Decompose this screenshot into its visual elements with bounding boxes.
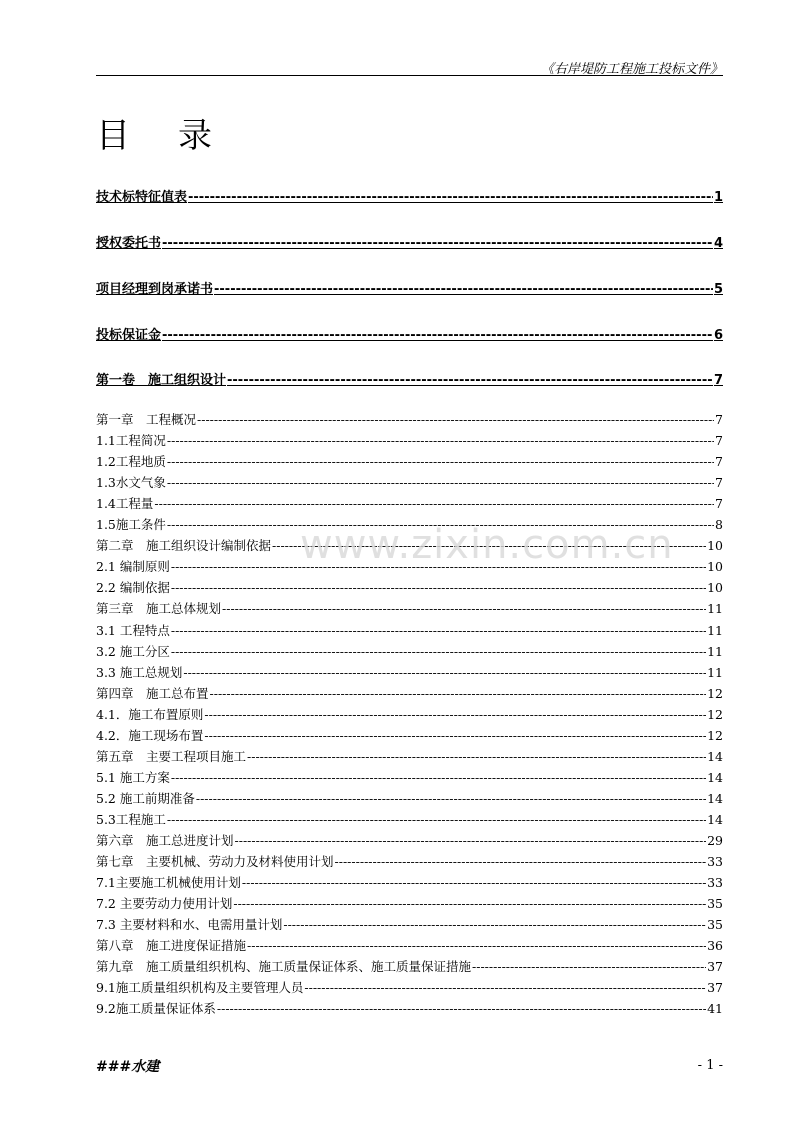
toc-entry-title: 第七章 主要机械、劳动力及材料使用计划: [96, 854, 334, 870]
toc-entry-page: 4: [713, 236, 723, 251]
toc-entry-page: 41: [707, 1001, 723, 1017]
toc-minor-entry[interactable]: [96, 831, 723, 849]
toc-leader: [171, 770, 706, 785]
toc-entry-title: 4.1．施工布置原则: [96, 706, 204, 722]
toc-major-entry[interactable]: [96, 186, 723, 206]
title-char-1: 目: [96, 116, 130, 156]
toc-entry-title: 第八章 施工进度保证措施: [96, 938, 247, 954]
toc-entry-page: 14: [707, 790, 723, 806]
toc-leader: [247, 749, 706, 764]
toc-entry-title: 7.3 主要材料和水、电需用量计划: [96, 917, 283, 933]
toc-entry-title: 3.2 施工分区: [96, 643, 170, 659]
toc-minor-entry[interactable]: [96, 873, 723, 891]
toc-entry-page: 35: [707, 896, 723, 912]
toc-leader: [196, 791, 706, 806]
toc-leader: [304, 980, 706, 995]
footer-page-number: - 1 -: [697, 1058, 723, 1073]
toc-entry-page: 37: [707, 959, 723, 975]
toc-minor-entry[interactable]: [96, 557, 723, 575]
toc-entry-page: 7: [713, 373, 723, 388]
toc-leader: [222, 601, 706, 616]
toc-leader: [235, 833, 707, 848]
toc-minor-entry[interactable]: [96, 536, 723, 554]
toc-leader: [335, 854, 707, 869]
toc-minor-entry[interactable]: [96, 894, 723, 912]
toc-major-entry[interactable]: [96, 278, 723, 298]
toc-entry-title: 第二章 施工组织设计编制依据: [96, 538, 272, 554]
toc-leader: [233, 896, 706, 911]
toc-entry-title: 第一章 工程概况: [96, 412, 197, 427]
toc-minor-entry[interactable]: [96, 515, 723, 533]
toc-entry-page: 11: [707, 643, 723, 659]
toc-leader: [242, 875, 706, 890]
toc-minor-entry[interactable]: [96, 726, 723, 744]
toc-leader: [188, 190, 713, 205]
toc-leader: [204, 707, 706, 722]
toc-entry-page: 12: [707, 706, 723, 722]
toc-minor-entry[interactable]: [96, 915, 723, 933]
toc-leader: [272, 538, 706, 553]
toc-minor-entry[interactable]: [96, 599, 723, 617]
toc-entry-title: 5.2 施工前期准备: [96, 790, 195, 806]
toc-entry-page: 29: [707, 833, 723, 848]
toc-entry-page: 8: [715, 517, 723, 533]
toc-leader: [204, 728, 706, 743]
toc-minor-entry[interactable]: [96, 621, 723, 639]
toc-leader: [171, 559, 706, 574]
toc-minor-entry[interactable]: [96, 747, 723, 765]
toc-leader: [227, 373, 713, 388]
toc-entry-page: 5: [713, 282, 723, 297]
toc-leader: [283, 917, 706, 932]
toc-entry-page: 11: [707, 664, 723, 680]
toc-entry-title: 5.1 施工方案: [96, 769, 170, 785]
toc-leader: [162, 328, 713, 343]
toc-entry-page: 36: [707, 938, 723, 954]
toc-entry-page: 7: [715, 433, 723, 449]
toc-minor-entry[interactable]: [96, 978, 723, 996]
toc-minor-entry[interactable]: [96, 852, 723, 870]
toc-entry-page: 14: [707, 769, 723, 785]
toc-minor-entry[interactable]: [96, 957, 723, 975]
toc-entry-page: 11: [707, 622, 723, 638]
toc-entry-page: 33: [707, 854, 723, 870]
toc-leader: [167, 433, 714, 448]
toc-entry-title: 1.2工程地质: [96, 454, 166, 470]
watermark: www.zixin.com.cn: [300, 522, 674, 568]
toc-major-entry[interactable]: [96, 324, 723, 344]
toc-leader: [171, 644, 706, 659]
toc-leader: [183, 665, 706, 680]
toc-leader: [214, 282, 713, 297]
toc-entry-title: 2.2 编制依据: [96, 580, 170, 596]
toc-entry-page: 1: [713, 190, 723, 205]
toc-entry-title: 4.2．施工现场布置: [96, 727, 204, 743]
toc-entry-title: 第九章 施工质量组织机构、施工质量保证体系、施工质量保证措施: [96, 959, 472, 975]
toc-entry-title: 7.2 主要劳动力使用计划: [96, 896, 233, 912]
toc-leader: [197, 412, 714, 427]
toc-entry-page: 37: [707, 980, 723, 996]
page-title: [96, 108, 212, 157]
toc-minor-entry[interactable]: [96, 431, 723, 449]
toc-entry-page: 7: [715, 496, 723, 512]
toc-entry-page: 10: [707, 580, 723, 596]
toc-minor-entry[interactable]: [96, 936, 723, 954]
toc-entry-title: 第六章 施工总进度计划: [96, 833, 234, 848]
toc-entry-title: 技术标特征值表: [96, 190, 188, 205]
toc-entry-title: 第一卷 施工组织设计: [96, 373, 227, 388]
toc-leader: [167, 517, 714, 532]
toc-entry-page: 12: [707, 685, 723, 701]
toc-minor-entry[interactable]: [96, 705, 723, 723]
toc-entry-title: 3.1 工程特点: [96, 622, 170, 638]
toc-leader: [162, 236, 713, 251]
toc-leader: [154, 496, 714, 511]
title-char-2: 录: [178, 116, 212, 156]
toc-entry-page: 7: [715, 412, 723, 427]
toc-leader: [217, 1001, 706, 1016]
header-rule: [96, 75, 723, 76]
toc-leader: [167, 475, 714, 490]
toc-entry-page: 10: [707, 538, 723, 554]
toc-leader: [171, 580, 706, 595]
toc-leader: [472, 959, 706, 974]
toc-major-entry[interactable]: [96, 232, 723, 252]
toc-entry-page: 7: [715, 475, 723, 491]
toc-leader: [171, 623, 706, 638]
toc-entry-title: 1.5施工条件: [96, 517, 166, 533]
toc-entry-page: 14: [707, 748, 723, 764]
toc-entry-page: 12: [707, 727, 723, 743]
toc-entry-title: 7.1主要施工机械使用计划: [96, 875, 241, 891]
toc-minor-entry[interactable]: [96, 452, 723, 470]
toc-entry-title: 第三章 施工总体规划: [96, 601, 222, 617]
toc-leader: [247, 938, 706, 953]
toc-minor-entry[interactable]: [96, 810, 723, 828]
toc-minor-entry[interactable]: [96, 410, 723, 428]
toc-minor-entry[interactable]: [96, 642, 723, 660]
toc-entry-title: 2.1 编制原则: [96, 559, 170, 575]
toc-minor-entry[interactable]: [96, 473, 723, 491]
toc-entry-title: 授权委托书: [96, 236, 162, 251]
toc-minor-entry[interactable]: [96, 768, 723, 786]
toc-entry-title: 9.1施工质量组织机构及主要管理人员: [96, 980, 304, 996]
footer-company: ###水建: [96, 1059, 160, 1075]
toc-entry-page: 35: [707, 917, 723, 933]
toc-entry-title: 项目经理到岗承诺书: [96, 282, 214, 297]
toc-entry-title: 1.1工程简况: [96, 433, 166, 449]
toc-minor-entry[interactable]: [96, 684, 723, 702]
toc-minor-entry[interactable]: [96, 663, 723, 681]
toc-entry-title: 第四章 施工总布置: [96, 685, 209, 701]
toc-minor-entry[interactable]: [96, 999, 723, 1017]
toc-entry-title: 3.3 施工总规划: [96, 664, 183, 680]
toc-entry-page: 10: [707, 559, 723, 575]
toc-leader: [167, 454, 714, 469]
toc-entry-title: 9.2施工质量保证体系: [96, 1001, 216, 1017]
toc-leader: [167, 812, 706, 827]
toc-minor-entry[interactable]: [96, 494, 723, 512]
toc-leader: [210, 686, 707, 701]
toc-entry-title: 第五章 主要工程项目施工: [96, 748, 247, 764]
toc-entry-title: 1.4工程量: [96, 496, 154, 512]
toc-entry-title: 投标保证金: [96, 328, 162, 343]
toc-entry-page: 14: [707, 811, 723, 827]
toc-major-entry[interactable]: [96, 369, 723, 389]
toc-minor-entry[interactable]: [96, 578, 723, 596]
toc-entry-title: 5.3工程施工: [96, 811, 166, 827]
toc-entry-title: 1.3水文气象: [96, 475, 166, 491]
toc-minor-entry[interactable]: [96, 789, 723, 807]
toc-entry-page: 6: [713, 328, 723, 343]
toc-entry-page: 11: [707, 601, 723, 617]
page-header: 《右岸堤防工程施工投标文件》: [540, 62, 723, 77]
toc-entry-page: 7: [715, 454, 723, 470]
toc-entry-page: 33: [707, 875, 723, 891]
